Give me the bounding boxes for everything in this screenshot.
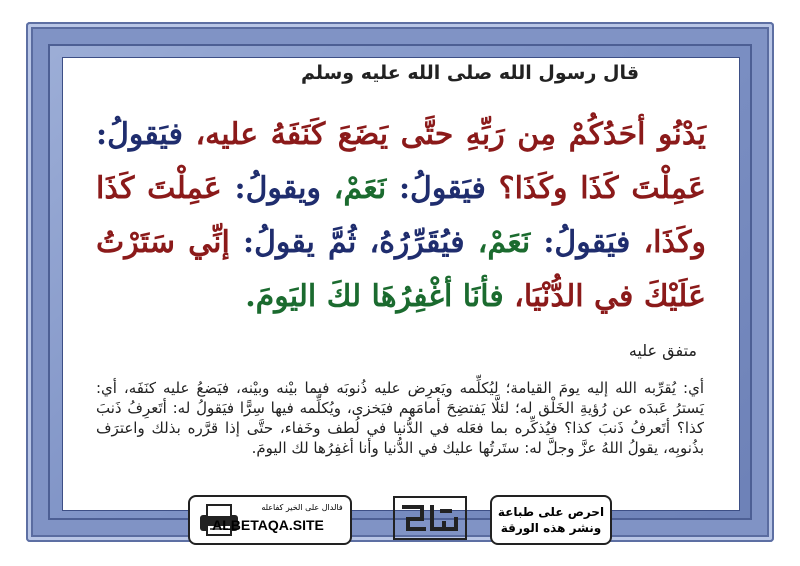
hadith-segment: إنِّي سَتَرْتُ عَلَيْكَ في الدُّنْيَا، [96,225,706,314]
hadith-segment: ويقولُ: [221,171,321,206]
hadith-segment: نَعَمْ، [320,171,387,206]
hadith-segment: عَمِلْتَ كَذَا وكَذَا؟ [485,171,706,206]
calligraphy-logo [392,495,468,541]
footer [188,495,612,543]
hadith-segment: عَمِلْتَ كَذَا وكَذَا، [96,171,706,260]
explanation-text: أي: يُقرِّبه الله إليه يومَ القيامة؛ ليُكلِّمه ويَعرِض عليه ذُنوبَه فيما بيْنه وبيْنه، فيَضعُ عليه كنَفَه، أي: يَسترُ عَبدَه عن رُؤيةِ الخَلْق له؛ لئلَّا يَفتضِحَ أمامَهم فيَخزى، ويُكلِّمه فيها سِرًّا فيَقولُ له: أتَعرِفُ ذَنبَ كذا؟ أتَعرفُ ذَنبَ كذا؟ فيُذكِّره بما فعَله في الدُّنيا في لُطف وخَفاء، حتَّى إذا قرَّره بذلك واعترَف بذُنوبِه، يقولُ اللهُ عزَّ وجلَّ له: ستَرتُها عليك في الدُّنيا وأنا أغفِرُها لك اليومَ. [96,379,704,457]
print-notice-line1: احرص على طباعة [497,505,605,519]
hadith-segment: فيَقولُ: [96,117,183,152]
heading: قال رسول الله صلى الله عليه وسلم [300,62,640,84]
print-notice-box [490,495,612,545]
footer-tagline: فالدال على الخير كفاعله [261,503,343,512]
hadith-segment: فأنَا أغْفِرُهَا لكَ اليَومَ. [245,279,504,314]
hadith-segment: فيَقولُ: [530,225,631,260]
print-notice-line2: ونشر هذه الورقة [500,521,602,535]
hadith-segment: فيَقولُ: [386,171,486,206]
source-label: متفق عليه [628,341,697,360]
website-link[interactable]: ALBETAQA.SITE [212,517,324,533]
website-box [188,495,352,545]
hadith-segment: نَعَمْ، [464,225,531,260]
hadith-segment: يَدْنُو أحَدُكُمْ مِن رَبِّهِ حتَّى يَضَعَ كَنَفَهُ عليه، [182,117,706,152]
hadith-segment: فيُقَرِّرُهُ، ثُمَّ يقولُ: [229,225,465,260]
hadith-text [96,108,706,324]
